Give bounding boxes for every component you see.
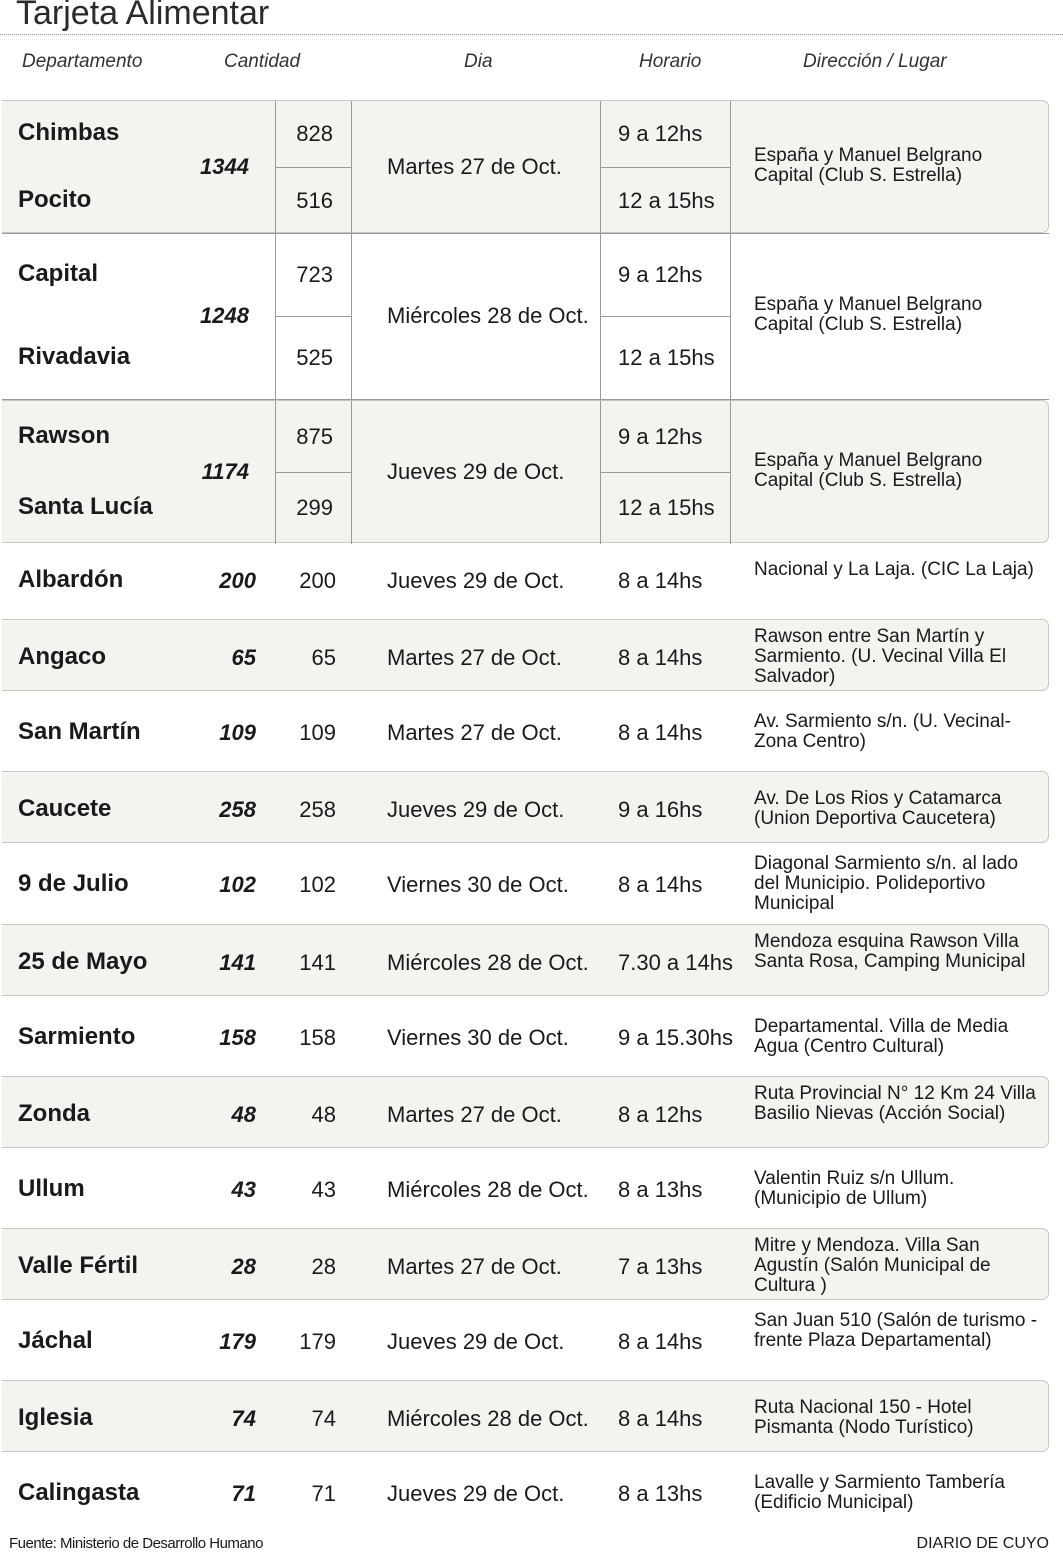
schedule-hours: 8 a 14hs	[618, 645, 703, 670]
row-divider	[600, 316, 730, 317]
department-name: Iglesia	[18, 1404, 93, 1431]
department-quantity: 102	[299, 872, 336, 897]
department-name: Angaco	[18, 643, 107, 670]
schedule-hours: 12 a 15hs	[618, 345, 715, 370]
schedule-hours: 9 a 16hs	[618, 797, 703, 822]
table-row	[2, 847, 1049, 919]
table-row	[2, 1304, 1049, 1376]
department-quantity: 875	[296, 424, 333, 449]
table-row	[2, 924, 1049, 996]
department-total: 179	[219, 1329, 256, 1354]
schedule-hours: 12 a 15hs	[618, 188, 715, 213]
column-divider	[351, 233, 352, 400]
distribution-day: Martes 27 de Oct.	[387, 720, 562, 745]
department-quantity: 158	[299, 1025, 336, 1050]
table-row	[2, 1076, 1049, 1148]
title-divider	[0, 34, 1063, 35]
table-row	[2, 619, 1049, 691]
distribution-address: España y Manuel Belgrano Capital (Club S. Estrella)	[754, 450, 983, 491]
department-quantity: 71	[311, 1481, 336, 1506]
department-total: 102	[219, 872, 256, 897]
distribution-address: Diagonal Sarmiento s/n. al lado del Municipio. Polideportivo Municipal	[754, 853, 1019, 914]
department-total: 141	[219, 950, 256, 975]
department-total: 71	[231, 1481, 256, 1506]
department-total: 74	[231, 1406, 256, 1431]
distribution-day: Viernes 30 de Oct.	[387, 872, 569, 897]
distribution-address: San Juan 510 (Salón de turismo - frente Plaza Departamental)	[754, 1310, 1038, 1351]
table-row	[2, 695, 1049, 767]
schedule-hours: 7.30 a 14hs	[618, 950, 733, 975]
department-name: Albardón	[18, 566, 124, 593]
table-row	[2, 1228, 1049, 1300]
table-row	[2, 771, 1049, 843]
table-row	[2, 1000, 1049, 1072]
department-name: Caucete	[18, 795, 112, 822]
column-divider	[730, 401, 731, 544]
department-quantity: 179	[299, 1329, 336, 1354]
distribution-day: Martes 27 de Oct.	[387, 1254, 562, 1279]
schedule-hours: 7 a 13hs	[618, 1254, 703, 1279]
distribution-address: Departamental. Villa de Media Agua (Centro Cultural)	[754, 1016, 1009, 1057]
group-block	[2, 100, 1049, 233]
schedule-hours: 9 a 12hs	[618, 262, 703, 287]
row-divider	[2, 233, 1049, 234]
department-name: Rawson	[18, 422, 111, 449]
department-total: 200	[219, 568, 256, 593]
department-total: 258	[219, 797, 256, 822]
schedule-hours: 8 a 12hs	[618, 1102, 703, 1127]
distribution-day: Miércoles 28 de Oct.	[387, 303, 589, 328]
source-note: Fuente: Ministerio de Desarrollo Humano	[9, 1535, 263, 1552]
department-total: 109	[219, 720, 256, 745]
department-name: Sarmiento	[18, 1023, 136, 1050]
distribution-day: Miércoles 28 de Oct.	[387, 950, 589, 975]
distribution-address: Av. De Los Rios y Catamarca (Union Deportiva Caucetera)	[754, 788, 1002, 829]
department-total: 158	[219, 1025, 256, 1050]
header-cantidad: Cantidad	[224, 51, 301, 72]
department-quantity: 525	[296, 345, 333, 370]
row-divider	[600, 167, 730, 168]
department-name: San Martín	[18, 718, 141, 745]
department-quantity: 65	[311, 645, 336, 670]
distribution-address: Mendoza esquina Rawson Villa Santa Rosa, Camping Municipal	[754, 931, 1026, 972]
distribution-address: Mitre y Mendoza. Villa San Agustín (Salón Municipal de Cultura )	[754, 1235, 991, 1296]
brand-credit: DIARIO DE CUYO	[916, 1535, 1049, 1552]
column-divider	[730, 101, 731, 234]
schedule-hours: 12 a 15hs	[618, 495, 715, 520]
schedule-hours: 9 a 12hs	[618, 121, 703, 146]
header-horario: Horario	[639, 51, 702, 72]
schedule-hours: 9 a 12hs	[618, 424, 703, 449]
schedule-hours: 8 a 13hs	[618, 1177, 703, 1202]
distribution-day: Martes 27 de Oct.	[387, 154, 562, 179]
schedule-hours: 8 a 13hs	[618, 1481, 703, 1506]
department-quantity: 43	[311, 1177, 336, 1202]
row-divider	[275, 167, 351, 168]
table-row	[2, 1380, 1049, 1452]
distribution-address: Ruta Provincial N° 12 Km 24 Villa Basilio Nievas (Acción Social)	[754, 1083, 1036, 1124]
column-divider	[351, 401, 352, 544]
distribution-address: Valentin Ruiz s/n Ullum. (Municipio de Ullum)	[754, 1168, 955, 1209]
department-quantity: 200	[299, 568, 336, 593]
department-quantity: 723	[296, 262, 333, 287]
department-quantity: 28	[311, 1254, 336, 1279]
department-quantity: 141	[299, 950, 336, 975]
page-title: Tarjeta Alimentar	[16, 0, 270, 32]
header-departamento: Departamento	[22, 51, 143, 72]
group-block	[2, 400, 1049, 543]
distribution-address: Lavalle y Sarmiento Tambería (Edificio Municipal)	[754, 1472, 1005, 1513]
department-quantity: 828	[296, 121, 333, 146]
department-name: 25 de Mayo	[18, 948, 148, 975]
distribution-address: Ruta Nacional 150 - Hotel Pismanta (Nodo Turístico)	[754, 1397, 974, 1438]
distribution-day: Martes 27 de Oct.	[387, 1102, 562, 1127]
department-quantity: 299	[296, 495, 333, 520]
department-quantity: 74	[311, 1406, 336, 1431]
schedule-hours: 8 a 14hs	[618, 568, 703, 593]
department-name: 9 de Julio	[18, 870, 129, 897]
group-total: 1344	[200, 154, 249, 179]
distribution-day: Miércoles 28 de Oct.	[387, 1406, 589, 1431]
table-row	[2, 1152, 1049, 1224]
distribution-address: Av. Sarmiento s/n. (U. Vecinal- Zona Centro)	[754, 711, 1011, 752]
table-row	[2, 543, 1049, 615]
department-quantity: 48	[311, 1102, 336, 1127]
department-name: Zonda	[18, 1100, 90, 1127]
department-name: Pocito	[18, 186, 92, 213]
schedule-hours: 9 a 15.30hs	[618, 1025, 733, 1050]
department-total: 43	[231, 1177, 256, 1202]
schedule-hours: 8 a 14hs	[618, 1406, 703, 1431]
distribution-day: Jueves 29 de Oct.	[387, 459, 565, 484]
header-dia: Dia	[464, 51, 493, 72]
distribution-day: Miércoles 28 de Oct.	[387, 1177, 589, 1202]
department-name: Chimbas	[18, 119, 120, 146]
schedule-hours: 8 a 14hs	[618, 872, 703, 897]
distribution-day: Jueves 29 de Oct.	[387, 1481, 565, 1506]
column-divider	[730, 233, 731, 400]
department-total: 65	[231, 645, 256, 670]
distribution-day: Jueves 29 de Oct.	[387, 568, 565, 593]
distribution-day: Viernes 30 de Oct.	[387, 1025, 569, 1050]
distribution-address: Nacional y La Laja. (CIC La Laja)	[754, 559, 1034, 580]
department-name: Capital	[18, 260, 99, 287]
distribution-address: Rawson entre San Martín y Sarmiento. (U. Vecinal Villa El Salvador)	[754, 626, 1007, 687]
row-divider	[600, 472, 730, 473]
department-quantity: 516	[296, 188, 333, 213]
department-name: Ullum	[18, 1175, 85, 1202]
department-name: Rivadavia	[18, 343, 131, 370]
department-name: Calingasta	[18, 1479, 140, 1506]
row-divider	[275, 316, 351, 317]
department-name: Valle Fértil	[18, 1252, 139, 1279]
header-direccion: Dirección / Lugar	[803, 51, 947, 72]
department-quantity: 258	[299, 797, 336, 822]
column-divider	[351, 101, 352, 234]
table-row	[2, 1456, 1049, 1528]
group-total: 1248	[200, 303, 249, 328]
distribution-address: España y Manuel Belgrano Capital (Club S. Estrella)	[754, 294, 983, 335]
distribution-address: España y Manuel Belgrano Capital (Club S. Estrella)	[754, 145, 983, 186]
department-total: 28	[231, 1254, 256, 1279]
distribution-day: Jueves 29 de Oct.	[387, 797, 565, 822]
schedule-hours: 8 a 14hs	[618, 1329, 703, 1354]
schedule-hours: 8 a 14hs	[618, 720, 703, 745]
department-name: Jáchal	[18, 1327, 93, 1354]
distribution-day: Jueves 29 de Oct.	[387, 1329, 565, 1354]
group-total: 1174	[201, 459, 249, 484]
group-block	[2, 233, 1049, 400]
department-quantity: 109	[299, 720, 336, 745]
distribution-day: Martes 27 de Oct.	[387, 645, 562, 670]
row-divider	[275, 472, 351, 473]
department-total: 48	[231, 1102, 256, 1127]
department-name: Santa Lucía	[18, 493, 153, 520]
